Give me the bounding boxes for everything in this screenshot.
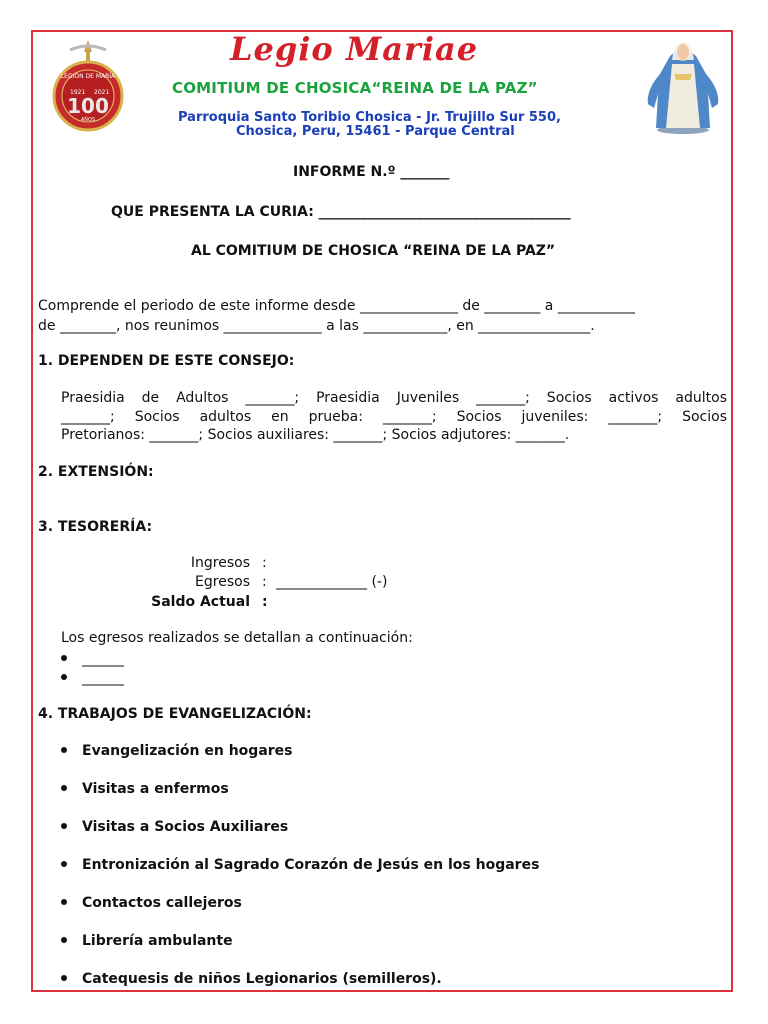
ingresos-label: Ingresos (190, 555, 250, 571)
periodo-line-2: de ________, nos reunimos ______________ a las ____________, en ________________. (38, 318, 595, 334)
egresos-colon: : (262, 574, 267, 590)
section-1-line-1: Praesidia de Adultos _______; Praesidia Juveniles _______; Socios activos adultos (61, 390, 727, 406)
svg-text:2021: 2021 (94, 89, 110, 96)
virgin-mary-statue-image (636, 34, 730, 134)
saldo-colon: : (262, 594, 268, 610)
section-1-line-3: Pretorianos: _______; Socios auxiliares: _______; Socios adjutores: _______. (61, 427, 570, 443)
bullet-icon (61, 861, 67, 867)
list-item: Librería ambulante (61, 932, 233, 950)
legion-100-years-emblem (40, 38, 136, 134)
bullet-icon (61, 937, 67, 943)
svg-text:100: 100 (67, 94, 109, 118)
address-line-1: Parroquia Santo Toribio Chosica - Jr. Trujillo Sur 550, (178, 110, 561, 125)
bullet-icon (61, 975, 67, 981)
periodo-line-1: Comprende el periodo de este informe desde ______________ de ________ a ___________ (38, 298, 635, 314)
bullet-icon (61, 747, 67, 753)
egreso-bullet-2: ______ (61, 669, 124, 687)
svg-text:AÑOS: AÑOS (80, 117, 96, 123)
bullet-icon (61, 655, 67, 661)
list-item: Visitas a Socios Auxiliares (61, 818, 288, 836)
informe-heading: INFORME N.º _______ (293, 164, 450, 180)
section-4-title: 4. TRABAJOS DE EVANGELIZACIÓN: (38, 706, 312, 722)
list-item: Contactos callejeros (61, 894, 242, 912)
section-3-title: 3. TESORERÍA: (38, 519, 153, 535)
comitium-name: COMITIUM DE CHOSICA“REINA DE LA PAZ” (172, 79, 538, 97)
saldo-label: Saldo Actual (151, 594, 250, 610)
egresos-detalle: Los egresos realizados se detallan a continuación: (61, 630, 413, 646)
bullet-icon (61, 785, 67, 791)
section-1-title: 1. DEPENDEN DE ESTE CONSEJO: (38, 353, 295, 369)
bullet-icon (61, 823, 67, 829)
egresos-label: Egresos (195, 574, 250, 590)
svg-text:1921: 1921 (70, 89, 86, 96)
ingresos-colon: : (262, 555, 267, 571)
legio-mariae-title: Legio Mariae (230, 30, 479, 68)
list-item: Evangelización en hogares (61, 742, 293, 760)
address-line-2: Chosica, Peru, 15461 - Parque Central (236, 124, 515, 139)
list-item: Visitas a enfermos (61, 780, 229, 798)
egreso-bullet-1: ______ (61, 650, 124, 668)
list-item: Entronización al Sagrado Corazón de Jesús en los hogares (61, 856, 539, 874)
egresos-value: _____________ (-) (276, 574, 388, 590)
bullet-icon (61, 899, 67, 905)
svg-text:LEGIÓN DE MARÍA: LEGIÓN DE MARÍA (60, 73, 116, 80)
comitium-heading: AL COMITIUM DE CHOSICA “REINA DE LA PAZ” (191, 243, 556, 259)
curia-heading: QUE PRESENTA LA CURIA: ____________________________________ (111, 204, 571, 220)
section-2-title: 2. EXTENSIÓN: (38, 464, 154, 480)
bullet-icon (61, 674, 67, 680)
section-1-line-2: _______; Socios adultos en prueba: _______; Socios juveniles: _______; Socios (61, 409, 727, 425)
list-item: Catequesis de niños Legionarios (semilleros). (61, 970, 442, 988)
